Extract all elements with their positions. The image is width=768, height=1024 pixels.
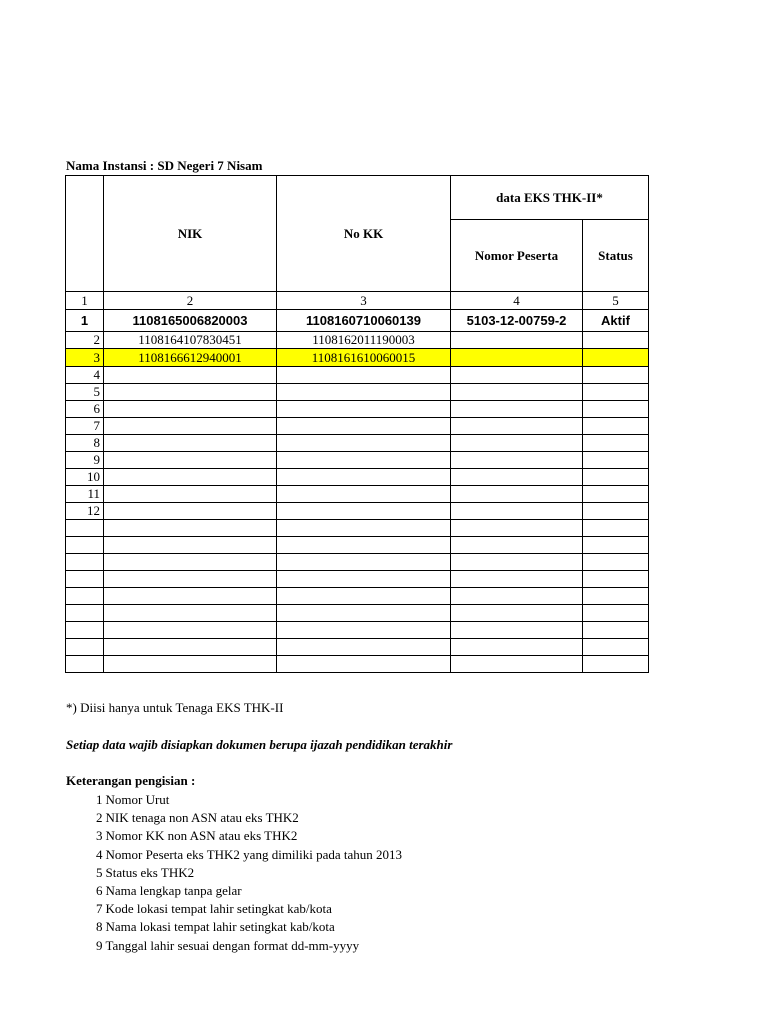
index-cell: 4 [451, 292, 583, 310]
nokk-value: 1108162011190003 [277, 332, 451, 349]
keterangan-number: 6 [96, 882, 103, 898]
status-value [583, 349, 649, 367]
status-value [583, 622, 649, 639]
keterangan-text: Kode lokasi tempat lahir setingkat kab/kota [105, 901, 332, 917]
table-row [66, 520, 649, 537]
row-number: 7 [66, 418, 104, 435]
nomor-peserta-value [451, 503, 583, 520]
status-value [583, 537, 649, 554]
table-row [66, 571, 649, 588]
nik-value [104, 639, 277, 656]
table-row [66, 469, 649, 486]
table-row [66, 310, 649, 332]
nomor-peserta-value: 5103-12-00759-2 [451, 310, 583, 332]
status-value: Aktif [583, 310, 649, 332]
status-value [583, 452, 649, 469]
index-cell: 2 [104, 292, 277, 310]
table-row [66, 588, 649, 605]
status-value [583, 401, 649, 418]
nik-value [104, 452, 277, 469]
nomor-peserta-value [451, 435, 583, 452]
header-status: Status [583, 220, 649, 292]
keterangan-item [96, 846, 402, 864]
status-value [583, 469, 649, 486]
status-value [583, 588, 649, 605]
row-number: 9 [66, 452, 104, 469]
table-row [66, 503, 649, 520]
table-row [66, 435, 649, 452]
row-number [66, 622, 104, 639]
nomor-peserta-value [451, 418, 583, 435]
table-row [66, 332, 649, 349]
keterangan-number: 8 [96, 919, 103, 935]
status-value [583, 503, 649, 520]
nik-value [104, 435, 277, 452]
header-nomor-peserta: Nomor Peserta [451, 220, 583, 292]
keterangan-list [96, 791, 402, 955]
nokk-value [277, 486, 451, 503]
nik-value [104, 571, 277, 588]
row-number: 10 [66, 469, 104, 486]
table-row [66, 384, 649, 401]
row-number [66, 605, 104, 622]
row-number: 12 [66, 503, 104, 520]
row-number: 4 [66, 367, 104, 384]
row-number [66, 554, 104, 571]
nomor-peserta-value [451, 588, 583, 605]
status-value [583, 384, 649, 401]
table-row-highlighted [66, 349, 649, 367]
row-number: 1 [66, 310, 104, 332]
status-value [583, 571, 649, 588]
nokk-value [277, 622, 451, 639]
nomor-peserta-value [451, 537, 583, 554]
nik-value [104, 537, 277, 554]
nomor-peserta-value [451, 520, 583, 537]
table-row [66, 605, 649, 622]
nomor-peserta-value [451, 469, 583, 486]
keterangan-item [96, 864, 402, 882]
nik-value [104, 588, 277, 605]
header-nik: NIK [104, 176, 277, 292]
nokk-value: 1108161610060015 [277, 349, 451, 367]
row-number [66, 656, 104, 673]
status-value [583, 332, 649, 349]
nokk-value [277, 384, 451, 401]
keterangan-text: Nomor KK non ASN atau eks THK2 [105, 828, 298, 844]
keterangan-number: 7 [96, 901, 103, 917]
row-number: 8 [66, 435, 104, 452]
table-row [66, 656, 649, 673]
nomor-peserta-value [451, 605, 583, 622]
nik-value [104, 401, 277, 418]
status-value [583, 656, 649, 673]
nomor-peserta-value [451, 622, 583, 639]
nokk-value [277, 452, 451, 469]
nomor-peserta-value [451, 401, 583, 418]
keterangan-number: 5 [96, 864, 103, 880]
nokk-value [277, 367, 451, 384]
table-row [66, 622, 649, 639]
status-value [583, 605, 649, 622]
nokk-value [277, 656, 451, 673]
status-value [583, 520, 649, 537]
status-value [583, 435, 649, 452]
row-number [66, 639, 104, 656]
table-row [66, 639, 649, 656]
keterangan-text: Nama lengkap tanpa gelar [105, 882, 242, 898]
row-number: 5 [66, 384, 104, 401]
nokk-value [277, 588, 451, 605]
table-row [66, 367, 649, 384]
table-row [66, 401, 649, 418]
nomor-peserta-value [451, 367, 583, 384]
column-index-row [66, 292, 649, 310]
status-value [583, 486, 649, 503]
nokk-value [277, 537, 451, 554]
status-value [583, 554, 649, 571]
row-number: 2 [66, 332, 104, 349]
nik-value: 1108165006820003 [104, 310, 277, 332]
nomor-peserta-value [451, 486, 583, 503]
nomor-peserta-value [451, 384, 583, 401]
row-number [66, 588, 104, 605]
nik-value [104, 367, 277, 384]
row-number: 11 [66, 486, 104, 503]
status-value [583, 639, 649, 656]
row-number [66, 520, 104, 537]
keterangan-text: Tanggal lahir sesuai dengan format dd-mm-yyyy [105, 937, 360, 953]
nik-value: 1108166612940001 [104, 349, 277, 367]
keterangan-number: 3 [96, 828, 103, 844]
keterangan-item [96, 918, 402, 936]
row-number: 6 [66, 401, 104, 418]
keterangan-item [96, 937, 402, 955]
nik-value [104, 503, 277, 520]
nik-value: 1108164107830451 [104, 332, 277, 349]
nomor-peserta-value [451, 349, 583, 367]
nomor-peserta-value [451, 452, 583, 469]
nomor-peserta-value [451, 554, 583, 571]
table-row [66, 452, 649, 469]
nokk-value: 1108160710060139 [277, 310, 451, 332]
keterangan-text: NIK tenaga non ASN atau eks THK2 [105, 810, 299, 826]
table-row [66, 554, 649, 571]
nokk-value [277, 503, 451, 520]
header-nokk: No KK [277, 176, 451, 292]
nik-value [104, 554, 277, 571]
keterangan-text: Nama lokasi tempat lahir setingkat kab/kota [105, 919, 335, 935]
nik-value [104, 384, 277, 401]
nokk-value [277, 639, 451, 656]
nokk-value [277, 469, 451, 486]
status-value [583, 367, 649, 384]
keterangan-item [96, 900, 402, 918]
keterangan-text: Status eks THK2 [105, 864, 195, 880]
nik-value [104, 418, 277, 435]
nokk-value [277, 401, 451, 418]
keterangan-item [96, 809, 402, 827]
keterangan-text: Nomor Urut [105, 792, 170, 807]
header-eks-thk-group: data EKS THK-II* [451, 176, 649, 220]
nomor-peserta-value [451, 332, 583, 349]
table-row [66, 418, 649, 435]
table-row [66, 537, 649, 554]
table-row [66, 486, 649, 503]
header-no-cell [66, 176, 104, 292]
nokk-value [277, 571, 451, 588]
index-cell: 3 [277, 292, 451, 310]
nokk-value [277, 418, 451, 435]
nokk-value [277, 520, 451, 537]
nokk-value [277, 605, 451, 622]
keterangan-title: Keterangan pengisian : [66, 773, 196, 788]
requirement-note: Setiap data wajib disiapkan dokumen berupa ijazah pendidikan terakhir [66, 737, 453, 752]
nomor-peserta-value [451, 656, 583, 673]
nokk-value [277, 554, 451, 571]
row-number [66, 571, 104, 588]
keterangan-number: 4 [96, 846, 103, 862]
keterangan-number: 9 [96, 937, 103, 953]
status-value [583, 418, 649, 435]
nik-value [104, 486, 277, 503]
row-number: 3 [66, 349, 104, 367]
index-cell: 5 [583, 292, 649, 310]
keterangan-number: 2 [96, 810, 103, 826]
nik-value [104, 520, 277, 537]
keterangan-item [96, 827, 402, 845]
index-cell: 1 [66, 292, 104, 310]
nik-value [104, 656, 277, 673]
instansi-title: Nama Instansi : SD Negeri 7 Nisam [66, 158, 263, 173]
keterangan-number: 1 [96, 792, 103, 807]
footnote: *) Diisi hanya untuk Tenaga EKS THK-II [66, 700, 284, 715]
keterangan-item [96, 791, 402, 809]
nik-value [104, 469, 277, 486]
nokk-value [277, 435, 451, 452]
nik-value [104, 605, 277, 622]
keterangan-item [96, 882, 402, 900]
nomor-peserta-value [451, 639, 583, 656]
eks-thk-table [65, 175, 649, 673]
row-number [66, 537, 104, 554]
nik-value [104, 622, 277, 639]
keterangan-text: Nomor Peserta eks THK2 yang dimiliki pada tahun 2013 [105, 846, 403, 862]
nomor-peserta-value [451, 571, 583, 588]
